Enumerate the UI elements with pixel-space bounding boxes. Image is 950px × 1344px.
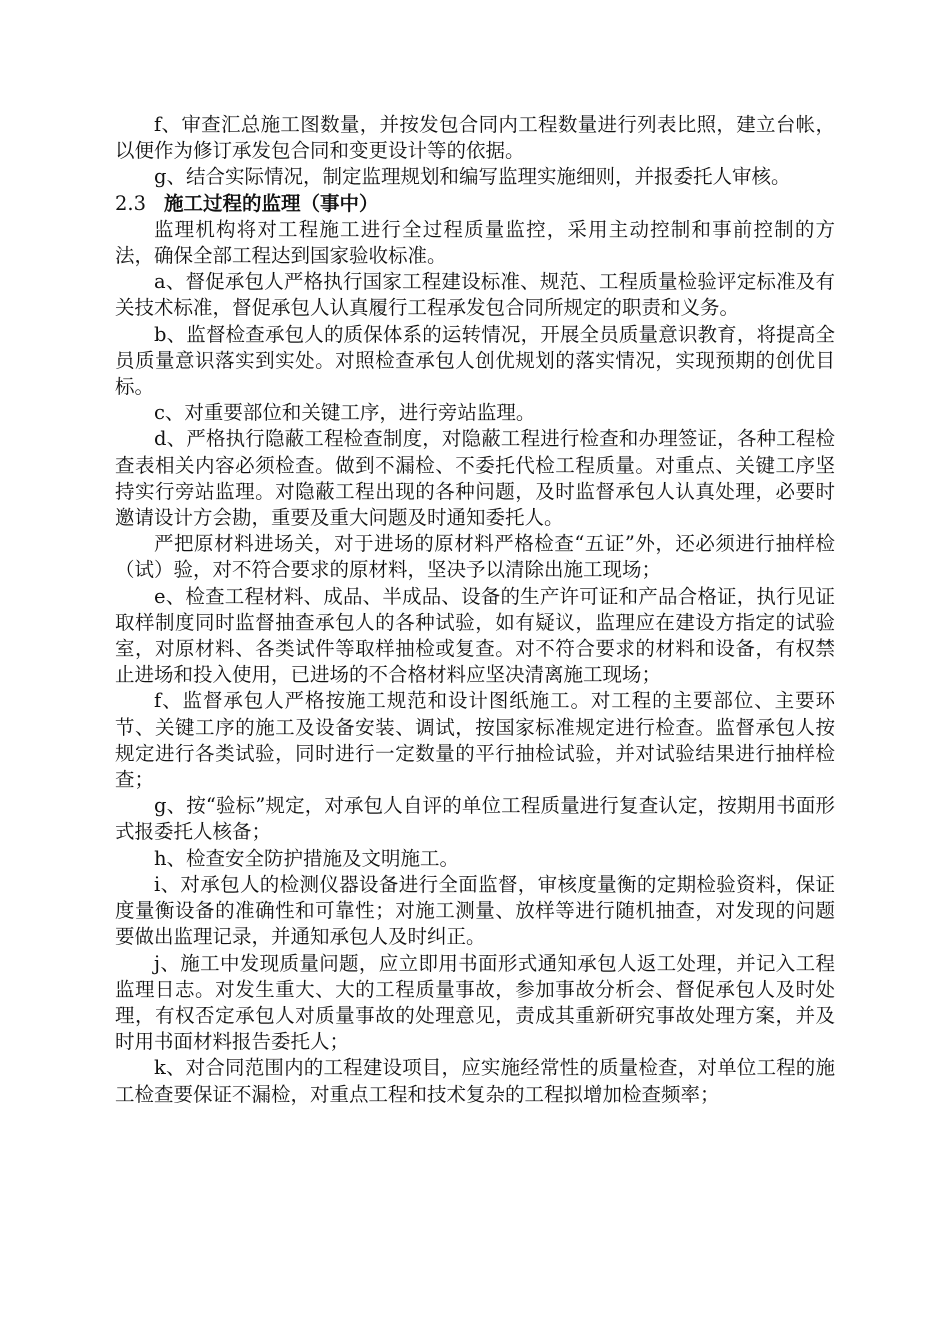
section-number: 2.3 — [115, 191, 147, 215]
paragraph-h: h、检查安全防护措施及文明施工。 — [154, 846, 460, 870]
paragraph-intro: 监理机构将对工程施工进行全过程质量监控，采用主动控制和事前控制的方法，确保全部工程达到国家验收标准。 — [115, 217, 835, 268]
paragraph-g: g、按“验标”规定，对承包人自评的单位工程质量进行复查认定，按期用书面形式报委托人核备； — [115, 794, 835, 844]
section-title: 施工过程的监理（事中） — [164, 191, 379, 215]
paragraph-a: a、督促承包人严格执行国家工程建设标准、规范、工程质量检验评定标准及有关技术标准，督促承包人认真履行工程承发包合同所规定的职责和义务。 — [115, 270, 835, 320]
paragraph-raw-materials: 严把原材料进场关，对于进场的原材料严格检查“五证”外，还必须进行抽样检（试）验，对不符合要求的原材料，坚决予以清除出施工现场； — [115, 532, 835, 582]
paragraph-b: b、监督检查承包人的质保体系的运转情况，开展全员质量意识教育，将提高全员质量意识落实到实处。对照检查承包人创优规划的落实情况，实现预期的创优目标。 — [115, 322, 835, 399]
paragraph-g-supervision-plan: g、结合实际情况，制定监理规划和编写监理实施细则，并报委托人审核。 — [154, 165, 791, 189]
section-heading — [115, 191, 835, 217]
paragraph-f-review-drawings: f、审查汇总施工图数量，并按发包合同内工程数量进行列表比照，建立台帐，以便作为修订承发包合同和变更设计等的依据。 — [115, 113, 835, 163]
paragraph-j: j、施工中发现质量问题，应立即用书面形式通知承包人返工处理，并记入工程监理日志。对发生重大、大的工程质量事故，参加事故分析会、督促承包人及时处理，有权否定承包人对质量事故的处理意见，责成其重新研究事故处理方案，并及时用书面材料报告委托人； — [115, 951, 835, 1054]
paragraph-c: c、对重要部位和关键工序，进行旁站监理。 — [154, 401, 536, 425]
paragraph-d: d、严格执行隐蔽工程检查制度，对隐蔽工程进行检查和办理签证，各种工程检查表相关内容必须检查。做到不漏检、不委托代检工程质量。对重点、关键工序坚持实行旁站监理。对隐蔽工程出现的各种问题，及时监督承包人认真处理，必要时邀请设计方会勘，重要及重大问题及时通知委托人。 — [115, 427, 835, 530]
paragraph-e: e、检查工程材料、成品、半成品、设备的生产许可证和产品合格证，执行见证取样制度同时监督抽查承包人的各种试验，如有疑议，监理应在建设方指定的试验室，对原材料、各类试件等取样抽检或复查。对不符合要求的材料和设备，有权禁止进场和投入使用，已进场的不合格材料应坚决清离施工现场； — [115, 584, 835, 687]
document-body — [115, 112, 835, 1108]
paragraph-k: k、对合同范围内的工程建设项目，应实施经常性的质量检查，对单位工程的施工检查要保证不漏检，对重点工程和技术复杂的工程拟增加检查频率； — [115, 1056, 835, 1106]
paragraph-i: i、对承包人的检测仪器设备进行全面监督，审核度量衡的定期检验资料，保证度量衡设备的准确性和可靠性；对施工测量、放样等进行随机抽查，对发现的问题要做出监理记录，并通知承包人及时纠正。 — [115, 872, 835, 949]
paragraph-f: f、监督承包人严格按施工规范和设计图纸施工。对工程的主要部位、主要环节、关键工序的施工及设备安装、调试，按国家标准规定进行检查。监督承包人按规定进行各类试验，同时进行一定数量的平行抽检试验，并对试验结果进行抽样检查； — [115, 689, 835, 792]
